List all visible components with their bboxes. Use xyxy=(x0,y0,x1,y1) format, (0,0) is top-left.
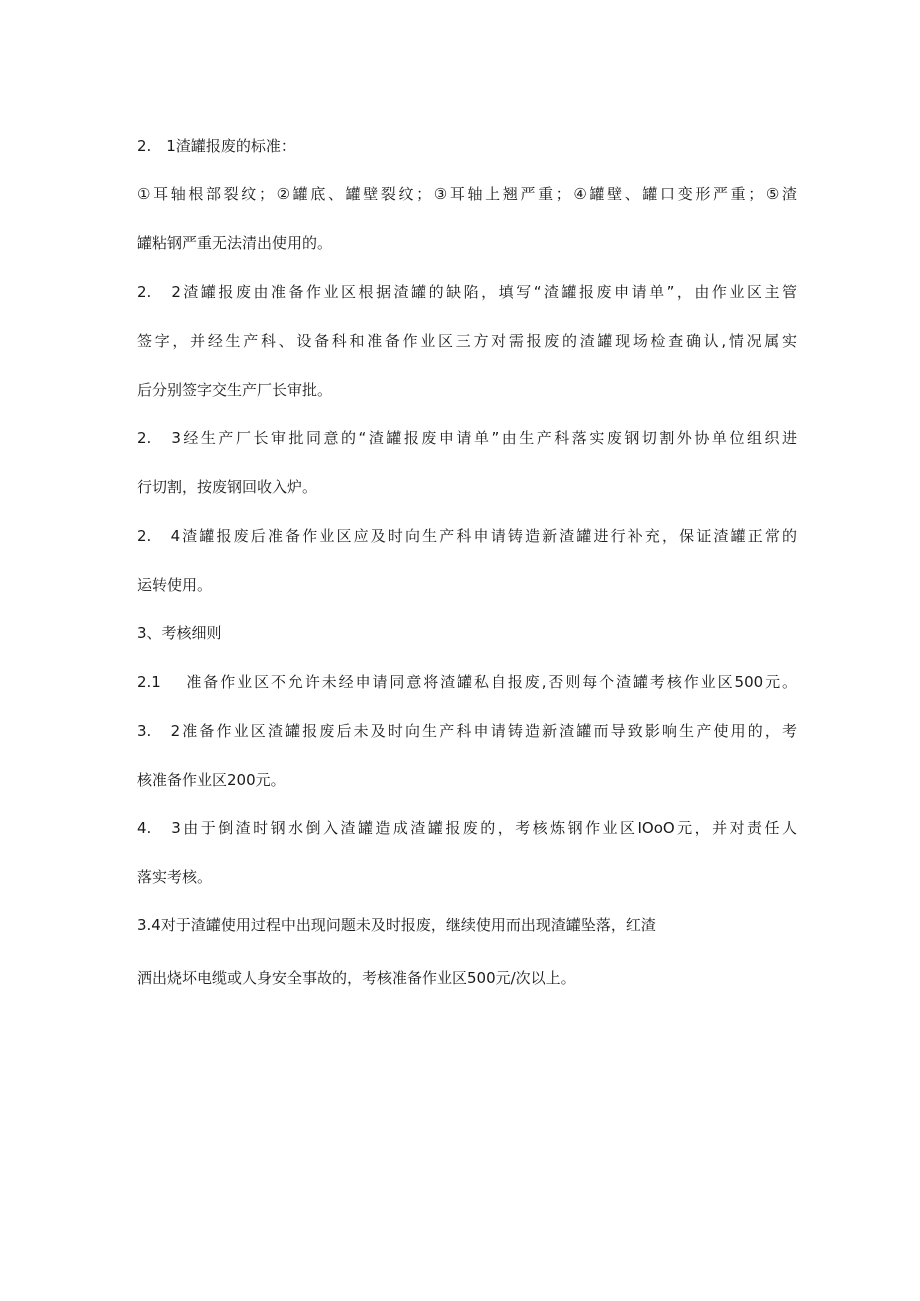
clause-3-2-line-1: 3. 2准备作业区渣罐报废后未及时向生产科申请铸造新渣罐而导致影响生产使用的，考 xyxy=(137,722,797,740)
section-3-heading: 3、考核细则 xyxy=(137,624,222,642)
clause-2-2-line-2: 签字，并经生产科、设备科和准备作业区三方对需报废的渣罐现场检查确认,情况属实 xyxy=(137,332,797,350)
clause-2-4-line-1: 2. 4渣罐报废后准备作业区应及时向生产科申请铸造新渣罐进行补充，保证渣罐正常的 xyxy=(137,527,797,545)
clause-2-3-line-1: 2. 3经生产厂长审批同意的“渣罐报废申请单”由生产科落实废钢切割外协单位组织进 xyxy=(137,429,797,447)
clause-3-1-line-1: 2.1 准备作业区不允许未经申请同意将渣罐私自报废,否则每个渣罐考核作业区500元。 xyxy=(137,673,797,691)
clause-3-4-line-1: 3.4对于渣罐使用过程中出现问题未及时报废，继续使用而出现渣罐坠落，红渣 xyxy=(137,916,656,934)
clause-3-4-line-2: 洒出烧坏电缆或人身安全事故的，考核准备作业区500元/次以上。 xyxy=(137,969,576,987)
clause-3-3-line-2: 落实考核。 xyxy=(137,868,213,886)
clause-3-3-line-1: 4. 3由于倒渣时钢水倒入渣罐造成渣罐报废的，考核炼钢作业区IOoO元，并对责任人 xyxy=(137,819,797,837)
clause-2-2-line-3: 后分别签字交生产厂长审批。 xyxy=(137,381,333,399)
clause-2-4-line-2: 运转使用。 xyxy=(137,576,213,594)
clause-2-1-heading: 2. 1渣罐报废的标准： xyxy=(137,137,296,155)
clause-2-1-criteria-line-1: ①耳轴根部裂纹；②罐底、罐壁裂纹；③耳轴上翘严重；④罐壁、罐口变形严重；⑤渣 xyxy=(137,185,797,203)
clause-3-2-line-2: 核准备作业区200元。 xyxy=(137,771,286,789)
clause-2-1-criteria-line-2: 罐粘钢严重无法清出使用的。 xyxy=(137,234,333,252)
clause-2-2-line-1: 2. 2渣罐报废由准备作业区根据渣罐的缺陷，填写“渣罐报废申请单”，由作业区主管 xyxy=(137,283,797,301)
clause-2-3-line-2: 行切割，按废钢回收入炉。 xyxy=(137,478,318,496)
